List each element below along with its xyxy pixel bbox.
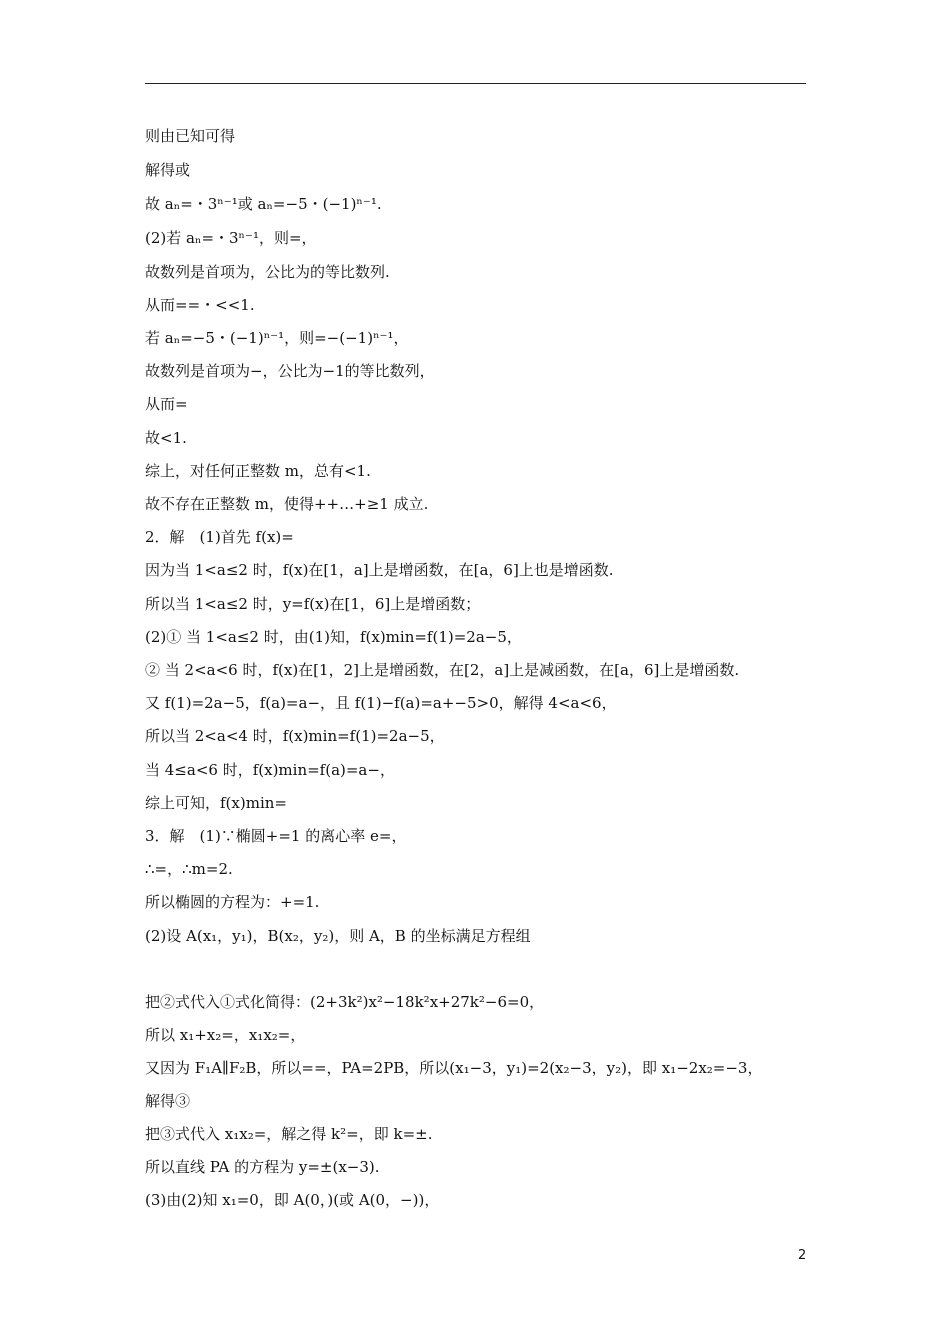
text-line: 所以当 1<a≤2 时，y=f(x)在[1，6]上是增函数；: [145, 595, 481, 613]
text-line: 综上，对任何正整数 m，总有<1.: [145, 462, 371, 480]
header-rule: [145, 83, 806, 84]
text-line: 故数列是首项为，公比为的等比数列.: [145, 263, 390, 281]
text-line: 故不存在正整数 m，使得++…+≥1 成立.: [145, 495, 429, 513]
text-line: 综上可知，f(x)min=: [145, 794, 287, 812]
text-line: 所以椭圆的方程为：+=1.: [145, 893, 320, 911]
text-line: 则由已知可得: [145, 127, 236, 145]
text-line: 所以当 2<a<4 时，f(x)min=f(1)=2a−5，: [145, 727, 445, 745]
text-line: 若 aₙ=−5・(−1)ⁿ⁻¹，则=−(−1)ⁿ⁻¹，: [145, 329, 409, 347]
text-line: (2)① 当 1<a≤2 时，由(1)知，f(x)min=f(1)=2a−5，: [145, 628, 522, 646]
text-line: 解得或: [145, 161, 191, 179]
text-line: 故数列是首项为−，公比为−1的等比数列，: [145, 362, 435, 380]
text-line: 因为当 1<a≤2 时，f(x)在[1，a]上是增函数，在[a，6]上也是增函数.: [145, 561, 614, 579]
text-line: 又 f(1)=2a−5，f(a)=a−，且 f(1)−f(a)=a+−5>0，解得 4<a<6，: [145, 694, 617, 712]
text-line: 从而==・<<1.: [145, 296, 255, 314]
text-line: ② 当 2<a<6 时，f(x)在[1，2]上是增函数，在[2，a]上是减函数，在[a，6]上是增函数.: [145, 661, 740, 679]
text-line: 当 4≤a<6 时，f(x)min=f(a)=a−，: [145, 761, 395, 779]
text-line: ∴=，∴m=2.: [145, 860, 233, 878]
text-line: 3．解 (1)∵椭圆+=1 的离心率 e=，: [145, 827, 407, 845]
text-line: 解得③: [145, 1092, 191, 1110]
text-line: 又因为 F₁A∥F₂B，所以==，PA=2PB，所以(x₁−3，y₁)=2(x₂−3，y₂)，即 x₁−2x₂=−3，: [145, 1059, 763, 1077]
text-line: 所以 x₁+x₂=，x₁x₂=，: [145, 1026, 306, 1044]
text-line: 故 aₙ=・3ⁿ⁻¹或 aₙ=−5・(−1)ⁿ⁻¹.: [145, 195, 382, 213]
text-line: 故<1.: [145, 429, 187, 447]
text-line: (3)由(2)知 x₁=0，即 A(0，)(或 A(0，−))，: [145, 1191, 440, 1209]
text-line: 把②式代入①式化简得：(2+3k²)x²−18k²x+27k²−6=0，: [145, 993, 545, 1011]
text-line: 把③式代入 x₁x₂=，解之得 k²=，即 k=±.: [145, 1125, 433, 1143]
text-line: 所以直线 PA 的方程为 y=±(x−3).: [145, 1158, 380, 1176]
text-line: 从而=: [145, 395, 188, 413]
page-number: 2: [798, 1248, 807, 1263]
text-line: (2)设 A(x₁，y₁)，B(x₂，y₂)，则 A，B 的坐标满足方程组: [145, 927, 531, 945]
text-line: (2)若 aₙ=・3ⁿ⁻¹，则=，: [145, 229, 317, 247]
text-line: 2．解 (1)首先 f(x)=: [145, 528, 294, 546]
